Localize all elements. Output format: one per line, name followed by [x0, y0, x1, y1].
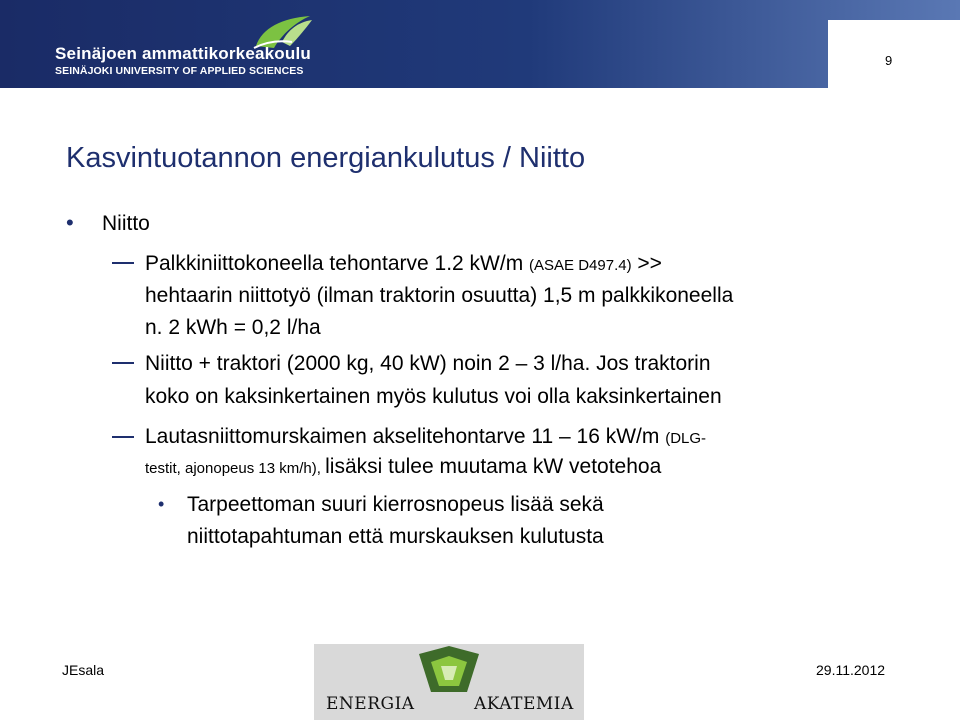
org-name: Seinäjoen ammattikorkeakoulu	[55, 44, 311, 63]
dash-icon	[112, 262, 134, 264]
dash3-source-b: testit, ajonopeus 13 km/h),	[145, 460, 326, 477]
bullet-niitto: Niitto	[102, 212, 150, 235]
bullet-dot-icon: •	[66, 210, 74, 235]
page-number: 9	[885, 53, 893, 68]
footer-author: JEsala	[62, 662, 105, 678]
dash1-source: (ASAE D497.4)	[529, 257, 632, 274]
dash1-line3: n. 2 kWh = 0,2 l/ha	[145, 316, 321, 339]
dash2-line1: Niitto + traktori (2000 kg, 40 kW) noin 2 – 3 l/ha. Jos traktorin	[145, 352, 711, 375]
slide-title: Kasvintuotannon energiankulutus / Niitto	[66, 142, 586, 174]
sub-bullet-dot-icon: •	[158, 494, 165, 514]
dash3-text-b: lisäksi tulee muutama kW vetotehoa	[325, 455, 662, 478]
page-number-box	[828, 20, 960, 88]
dash1-line1	[145, 253, 662, 274]
org-subtitle: SEINÄJOKI UNIVERSITY OF APPLIED SCIENCES	[55, 65, 304, 77]
logo-word-left: ENERGIA	[326, 694, 415, 714]
dash3-line2	[145, 456, 661, 477]
footer-date: 29.11.2012	[816, 662, 886, 678]
energia-akatemia-logo	[314, 644, 584, 720]
dash-icon	[112, 436, 134, 438]
sub-bullet-line2: niittotapahtuman että murskauksen kulutusta	[187, 525, 604, 548]
dash-icon	[112, 362, 134, 364]
logo-word-right: AKATEMIA	[474, 694, 574, 714]
dash1-line2: hehtaarin niittotyö (ilman traktorin osuutta) 1,5 m palkkikoneella	[145, 284, 734, 307]
dash2-line2: koko on kaksinkertainen myös kulutus voi olla kaksinkertainen	[145, 385, 722, 408]
dash3-line1	[145, 426, 706, 447]
sub-bullet-line1: Tarpeettoman suuri kierrosnopeus lisää sekä	[187, 493, 604, 516]
dash3-source-a: (DLG-	[665, 430, 707, 447]
dash1-text-c: >>	[631, 252, 662, 275]
dash1-text-a: Palkkiniittokoneella tehontarve 1.2 kW/m	[145, 252, 530, 275]
header-bar	[0, 0, 960, 88]
dash3-text-a: Lautasniittomurskaimen akselitehontarve 11 – 16 kW/m	[145, 425, 666, 448]
